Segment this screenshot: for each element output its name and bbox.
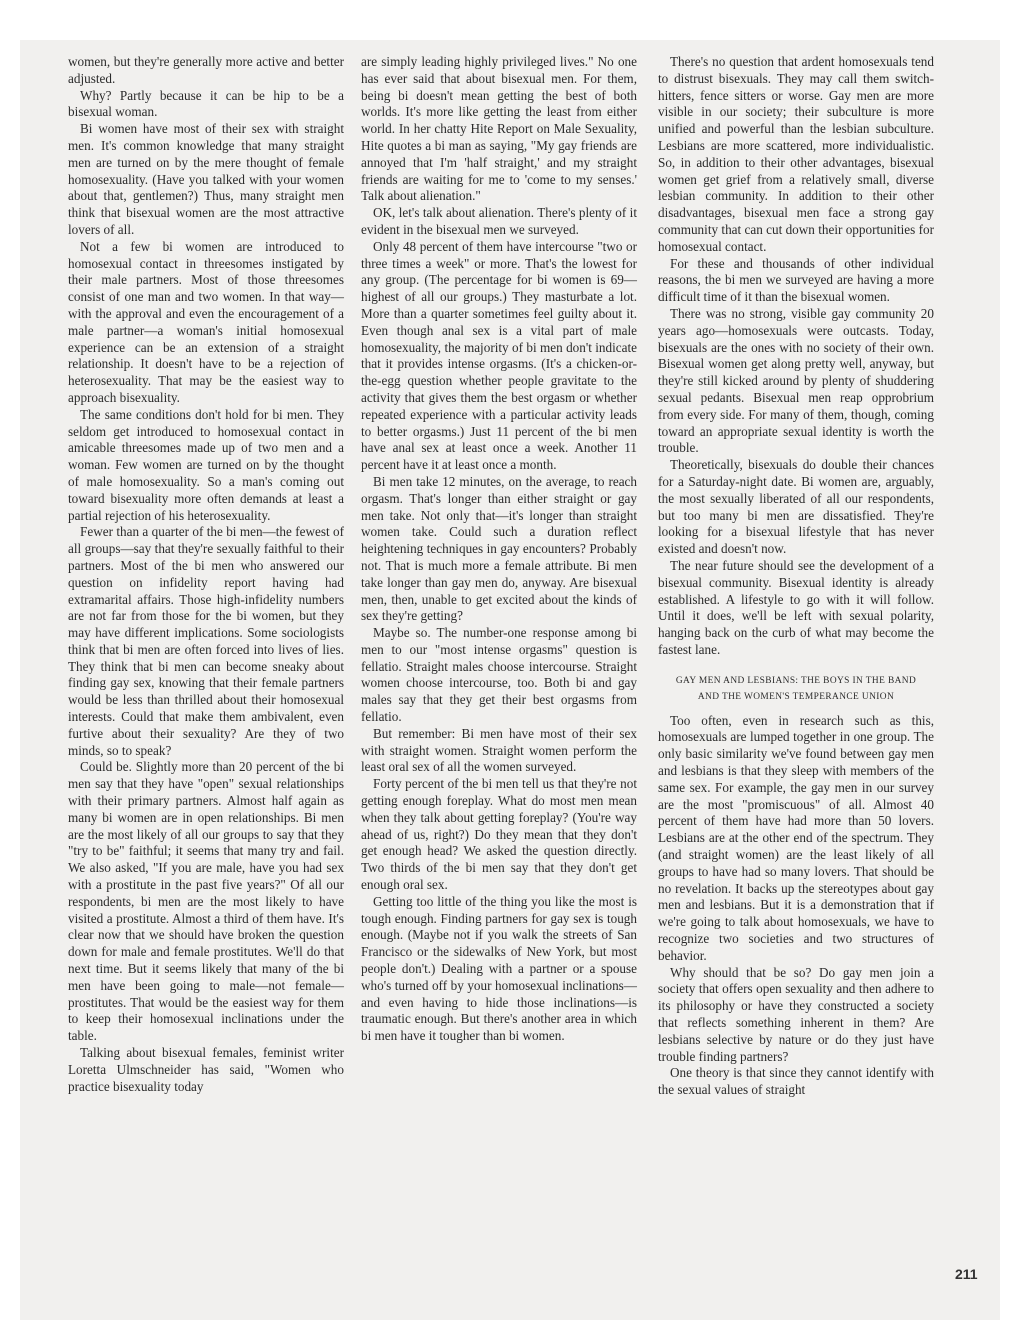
paragraph: Getting too little of the thing you like the most is tough enough. Finding partners for gay sex is tough enough. (Maybe not if you walk the streets of San Francisco or the sidewalks of New York, but most people don't.) Dealing with a partner or a spouse who's turned off by your homosexual inclinations—and even having to hide those inclinations—is traumatic enough. But there's another area in which bi men have it tougher than bi women. <box>361 893 637 1044</box>
paragraph: Why? Partly because it can be hip to be a bisexual woman. <box>68 87 344 120</box>
page-number: 211 <box>955 1266 978 1282</box>
paragraph: Forty percent of the bi men tell us that they're not getting enough foreplay. What do most men mean when they talk about getting foreplay? (You're way ahead of us, right?) Do they mean that they don't get enough head? We asked the question directly. Two thirds of the bi men say that they don't get enough oral sex. <box>361 776 637 893</box>
paragraph: The near future should see the development of a bisexual community. Bisexual identity is already established. A lifestyle to go with it will follow. Until it does, we'll be left with sexual polarity, hanging back on the curb of what may become the fastest lane. <box>658 557 934 657</box>
text-column-3 <box>658 54 934 1099</box>
paragraph: Theoretically, bisexuals do double their chances for a Saturday-night date. Bi women are, arguably, the most sexually liberated of all our respondents, but too many bi men are dissatisfied. They're looking for a bisexual lifestyle that has never existed and doesn't now. <box>658 457 934 557</box>
paragraph: OK, let's talk about alienation. There's plenty of it evident in the bisexual men we surveyed. <box>361 205 637 237</box>
paragraph: Why should that be so? Do gay men join a society that offers open sexuality and then adhere to its philosophy or have they constructed a society that reflects something inherent in them? Are lesbians selective by nature or do they just have trouble finding partners? <box>658 964 934 1064</box>
text-column-1 <box>68 54 344 1095</box>
paragraph: But remember: Bi men have most of their sex with straight women. Straight women perform the least oral sex of all the women surveyed. <box>361 725 637 775</box>
paragraph: The same conditions don't hold for bi men. They seldom get introduced to homosexual contact in amicable threesomes made up of two men and a woman. Few women are turned on by the thought of male homosexuality. So a man's coming out toward bisexuality more often demands at least a partial rejection of his heterosexuality. <box>68 406 344 523</box>
paragraph: Fewer than a quarter of the bi men—the fewest of all groups—say that they're sexually faithful to their partners. Most of the bi men who answered our question on infidelity report having had extramarital affairs. Those high-infidelity numbers are not far from those for the bi women, but they may have different implications. Some sociologists think that bi men are often forced into lives of lies. They think that bi men can become sneaky about finding gay sex, knowing that their female partners would be less than thrilled about their homosexual interests. Could that make them ambivalent, even furtive about their sexuality? Are they of two minds, so to speak? <box>68 524 344 758</box>
section-heading-line-1: GAY MEN AND LESBIANS: THE BOYS IN THE BAND <box>675 675 917 686</box>
paragraph: Could be. Slightly more than 20 percent of the bi men say that they have "open" sexual relationships with their primary partners. Almost half again as many bi women are in open relationships. Bi men are the most likely of all our groups to say that they "try to be" faithful; it seems that many try and fail. We also asked, "If you are male, have you had sex with a prostitute in the past five years?" Of all our respondents, bi men are the most likely to have visited a prostitute. Almost a third of them have. It's clear now that we should have broken the question down for male and female prostitutes. We'll do that next time. But it seems likely that many of the bi men have been going to male—not female—prostitutes. That would be the easiest way for them to keep their homosexual inclinations under the table. <box>68 759 344 1044</box>
paragraph: Bi men take 12 minutes, on the average, to reach orgasm. That's longer than either straight or gay men take. Not only that—it's longer than straight women take. Could such a duration reflect heightening techniques in gay encounters? Probably not. That is much more a female attribute. Bi men take longer than gay men do, anyway. Are bisexual men, then, unable to get excited about the kinds of sex they're getting? <box>361 473 637 624</box>
magazine-page <box>20 40 1000 1320</box>
paragraph: There was no strong, visible gay community 20 years ago—homosexuals were outcasts. Today, bisexuals are the ones with no society of their own. Bisexual women get along pretty well, anyway, but they're still kicked around by plenty of shuddering sexual pedants. Bisexual men reap opprobrium from every side. For many of them, though, coming toward an appropriate sexual identity is worth the trouble. <box>658 305 934 456</box>
paragraph: Bi women have most of their sex with straight men. It's common knowledge that many straight men are turned on by the mere thought of female homosexuality. (Have you talked with your women about that, gentlemen?) Thus, many straight men think that bisexual women are the most attractive lovers of all. <box>68 121 344 237</box>
paragraph: Not a few bi women are introduced to homosexual contact in threesomes instigated by their male partners. Most of those threesomes consist of one man and two women. In that way—with the approval and even the encouragement of a male partner—a woman's initial homosexual experience can be an extension of a straight relationship. It doesn't have to be a rejection of heterosexuality. That may be the easiest way to approach bisexuality. <box>68 238 344 405</box>
paragraph: women, but they're generally more active and better adjusted. <box>68 54 344 86</box>
section-heading <box>658 673 934 705</box>
paragraph: One theory is that since they cannot identify with the sexual values of straight <box>658 1065 934 1098</box>
section-heading-line-2: AND THE WOMEN'S TEMPERANCE UNION <box>697 691 895 702</box>
paragraph: Too often, even in research such as this, homosexuals are lumped together in one group. The only basic similarity we've found between gay men and lesbians is that they sleep with members of the same sex. For example, the gay men in our survey are the most "promiscuous" of all. Almost 40 percent of them have had more than 50 lovers. Lesbians are at the other end of the spectrum. They (and straight women) are the least likely of all groups to have had so many lovers. That should be no revelation. It backs up the stereotypes about gay men and lesbians. But it is a demonstration that if we're going to talk about homosexuals, we have to recognize two societies and two structures of behavior. <box>658 712 934 963</box>
paragraph: are simply leading highly privileged lives." No one has ever said that about bisexual men. For them, being bi doesn't mean getting the best of both worlds. It's more like getting the least from either world. In her chatty Hite Report on Male Sexuality, Hite quotes a bi man as saying, "My gay friends are annoyed that I'm 'half straight,' and my straight friends are waiting for me to 'come to my senses.' Talk about alienation." <box>361 54 637 204</box>
paragraph: There's no question that ardent homosexuals tend to distrust bisexuals. They may call them switch-hitters, fence sitters or worse. Gay men are more visible in our society; their subculture is more unified and powerful than the lesbian subculture. Lesbians are more scattered, more individualistic. So, in addition to their other advantages, bisexual women get grief from a relatively small, diverse lesbian community. In addition to their other disadvantages, bisexual men face a strong gay community that can cut down their opportunities for homosexual contact. <box>658 54 934 254</box>
paragraph: Talking about bisexual females, feminist writer Loretta Ulmschneider has said, "Women who practice bisexuality today <box>68 1045 344 1094</box>
paragraph: Maybe so. The number-one response among bi men to our "most intense orgasms" question is fellatio. Straight males choose intercourse. Straight women choose intercourse, too. Both bi and gay males say that they get their best orgasms from fellatio. <box>361 625 637 725</box>
paragraph: Only 48 percent of them have intercourse "two or three times a week" or more. That's the lowest for any group. (The percentage for bi women is 69—highest of all our groups.) They masturbate a lot. More than a quarter sometimes feel guilty about it. Even though anal sex is a vital part of male homosexuality, the majority of bi men don't indicate that it provides intense orgasms. (It's a chicken-or-the-egg question whether people gravitate to the activity that gives them the best orgasm or whether repeated experience with a particular activity leads to better orgasms.) Just 11 percent of the bi men have anal sex at least once a week. Another 11 percent have it at least once a month. <box>361 238 637 473</box>
paragraph: For these and thousands of other individual reasons, the bi men we surveyed are having a more difficult time of it than the bisexual women. <box>658 255 934 305</box>
text-column-2 <box>361 54 637 1045</box>
